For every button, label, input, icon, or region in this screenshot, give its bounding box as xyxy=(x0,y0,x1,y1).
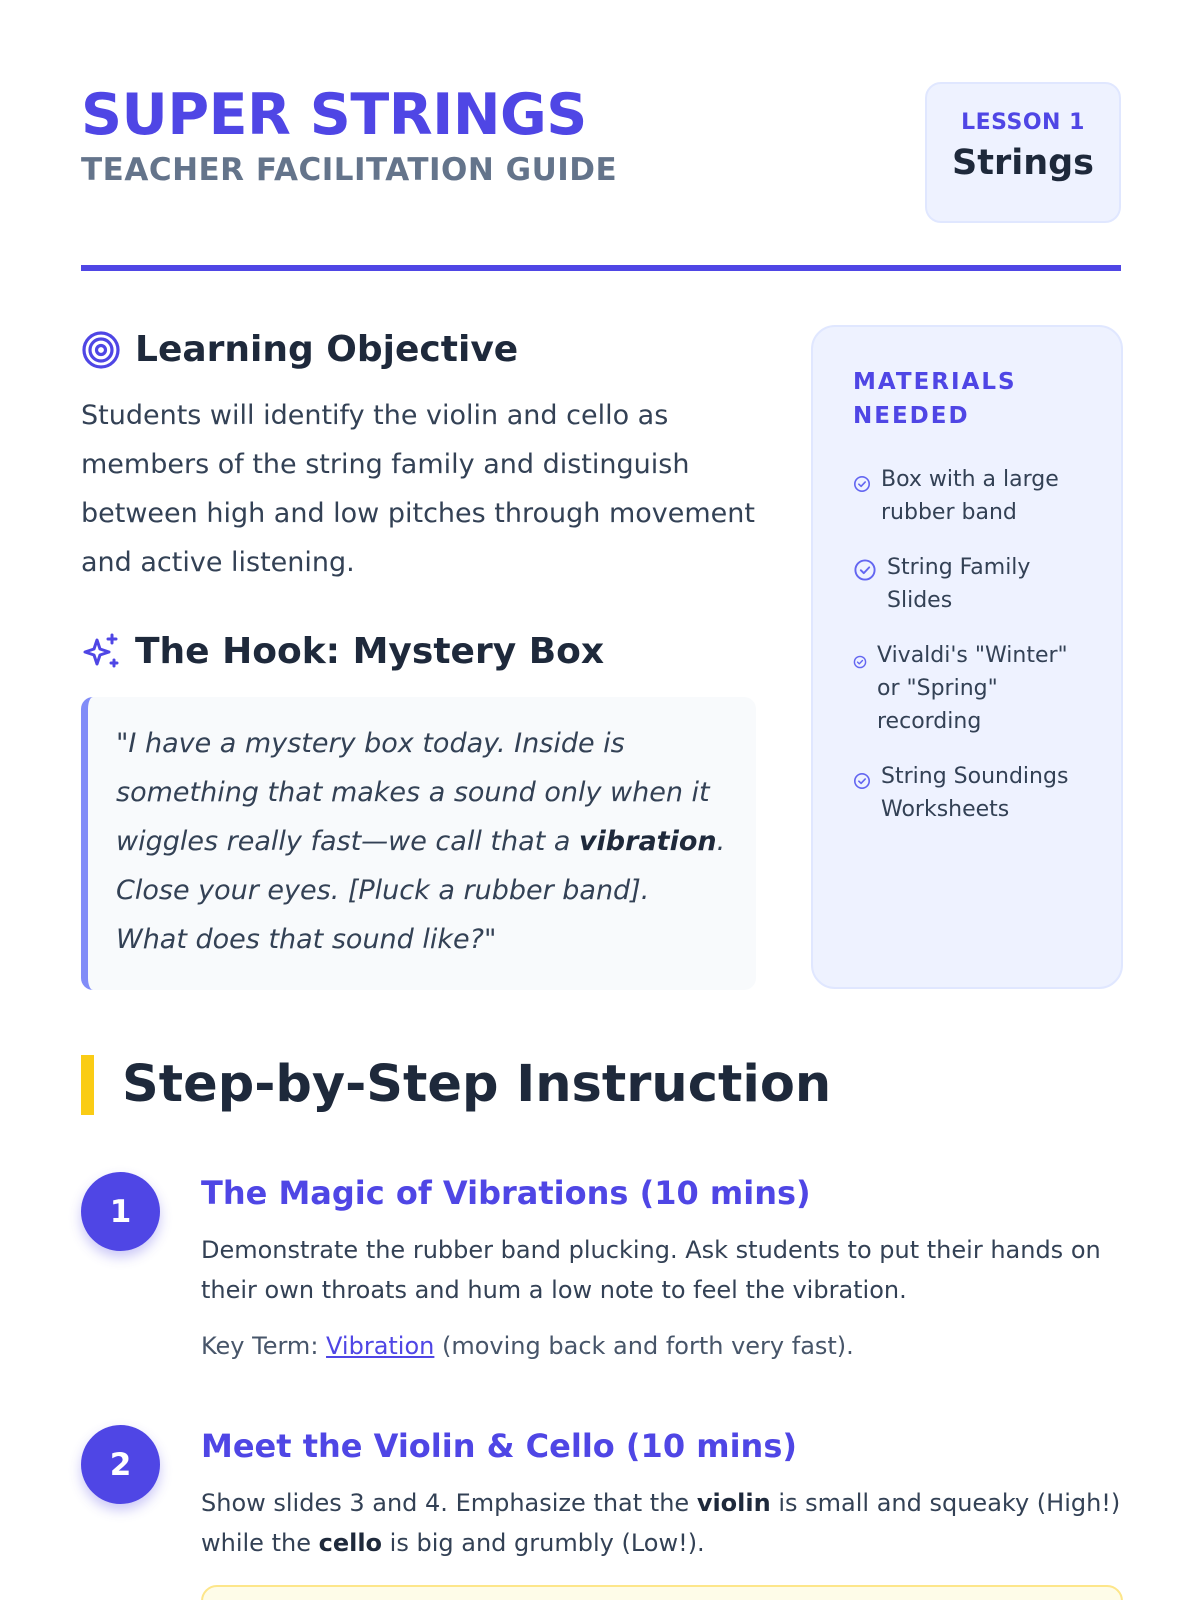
objective-text: Students will identify the violin and cello as members of the string family and distinguish between high and low pitches through movement and active listening. xyxy=(81,400,755,578)
check-circle-icon xyxy=(853,558,877,592)
sparkles-icon xyxy=(81,632,121,672)
lesson-name: Strings xyxy=(952,143,1094,183)
check-circle-icon xyxy=(853,470,871,503)
step-title: The Magic of Vibrations (10 mins) xyxy=(201,1174,811,1212)
materials-list xyxy=(853,463,1089,826)
guide-header xyxy=(81,80,1121,225)
steps-heading: Step-by-Step Instruction xyxy=(122,1055,832,1114)
check-circle-icon xyxy=(853,767,871,800)
step-body xyxy=(201,1423,1131,1563)
step-text-part: is big and grumbly (Low!). xyxy=(382,1529,705,1557)
list-item xyxy=(853,639,1089,738)
step-text-part: is small and squeaky (High!) while the xyxy=(201,1489,1121,1557)
materials-panel xyxy=(811,325,1123,989)
header-divider xyxy=(81,265,1121,271)
hook-quote-bold: vibration xyxy=(578,826,717,857)
lesson-number: LESSON 1 xyxy=(961,110,1085,135)
hook-quote-end: . Close your eyes. [Pluck a rubber band]. What does that sound like?" xyxy=(116,826,726,955)
steps-heading-accent-bar xyxy=(81,1055,94,1115)
check-circle-icon xyxy=(853,646,867,679)
list-item xyxy=(853,463,1089,529)
key-term-definition: (moving back and forth very fast). xyxy=(434,1332,854,1360)
step-text: Demonstrate the rubber band plucking. Ask students to put their hands on their own throats and hum a low note to feel the vibration. xyxy=(201,1236,1101,1304)
target-icon xyxy=(81,330,121,370)
step-text-bold: violin xyxy=(696,1489,771,1517)
key-term xyxy=(201,1328,1131,1364)
material-label: String Soundings Worksheets xyxy=(881,764,1069,822)
hook-heading: The Hook: Mystery Box xyxy=(135,631,605,672)
material-label: Box with a large rubber band xyxy=(881,467,1059,525)
steps-heading-row xyxy=(81,1055,831,1115)
step-number-badge: 2 xyxy=(81,1425,160,1504)
key-term-link[interactable]: Vibration xyxy=(326,1332,435,1360)
objective-heading-row xyxy=(81,325,756,375)
brand-title: SUPER STRINGS xyxy=(81,82,587,148)
objective-heading: Learning Objective xyxy=(135,329,519,370)
hook-heading-row xyxy=(81,627,756,677)
step-number-badge: 1 xyxy=(81,1172,160,1251)
step-text xyxy=(201,1483,1131,1563)
materials-heading: MATERIALS NEEDED xyxy=(853,369,1017,429)
list-item xyxy=(853,551,1089,617)
step-text-part: Show slides 3 and 4. Emphasize that the xyxy=(201,1489,697,1517)
step-body xyxy=(201,1170,1131,1364)
key-term-label: Key Term: xyxy=(201,1332,327,1360)
material-label: Vivaldi's "Winter" or "Spring" recording xyxy=(877,643,1068,734)
hook-quote xyxy=(81,697,756,990)
step-text-bold: cello xyxy=(318,1529,383,1557)
lesson-badge xyxy=(925,82,1121,223)
brand-subtitle: TEACHER FACILITATION GUIDE xyxy=(81,152,618,188)
left-column xyxy=(81,325,756,990)
list-item xyxy=(853,760,1089,826)
step-title: Meet the Violin & Cello (10 mins) xyxy=(201,1427,797,1465)
material-label: String Family Slides xyxy=(887,555,1031,613)
tip-callout-box xyxy=(201,1585,1123,1600)
hook-quote-start: "I have a mystery box today. Inside is something that makes a sound only when it wiggles really fast—we call that a xyxy=(116,728,710,857)
